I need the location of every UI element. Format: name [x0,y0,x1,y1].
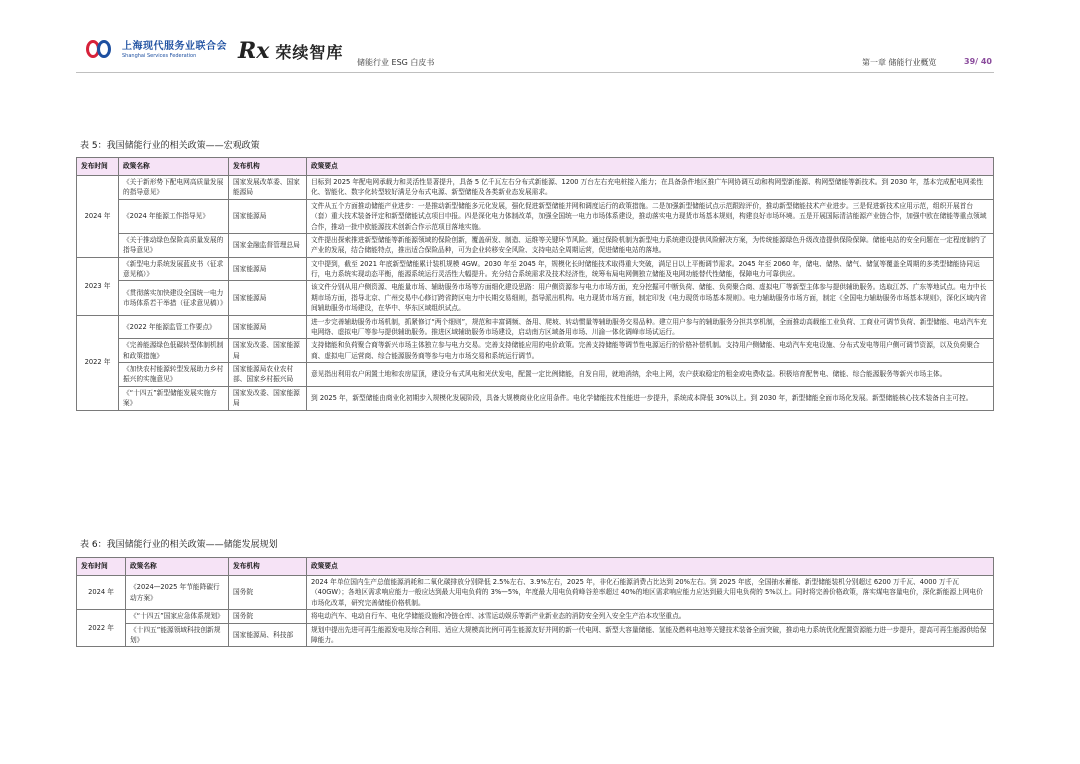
table-row [77,199,994,233]
issuer-cell: 国家发改委、国家能源局 [229,386,307,410]
policy-table-macro [76,157,994,411]
policy-name-cell: 《2022 年能源监管工作要点》 [119,315,229,339]
table-header-row [77,158,994,176]
policy-name-cell: 《完善能源绿色低碳转型体制机制和政策措施》 [119,339,229,363]
policy-name-cell: 《贯彻落实加快建设全国统一电力市场体系若干举措（征求意见稿）》 [119,281,229,315]
issuer-cell: 国务院 [229,610,307,623]
column-header-date: 发布时间 [77,558,126,576]
policy-name-cell: 《关于推动绿色保险高质量发展的指导意见》 [119,233,229,257]
rx-mark-icon: Rx [238,38,270,64]
issuer-cell: 国家能源局 [229,199,307,233]
table-row [77,315,994,339]
column-header-date: 发布时间 [77,158,119,176]
policy-points-cell: 到 2025 年，新型储能由商业化初期步入规模化发展阶段，具备大规模商业化应用条件。电化学储能技术性能进一步提升，系统成本降低 30%以上。到 2030 年，新型储能全面市场化发展。新型储能核心技术装备自主可控。 [307,386,994,410]
policy-name-cell: 《关于新形势下配电网高质量发展的指导意见》 [119,176,229,200]
rongxu-logo [238,38,343,64]
issuer-cell: 国家能源局、科技部 [229,623,307,647]
policy-points-cell: 规划中提出先进可再生能源发电及综合利用、适应大规模高比例可再生能源友好并网的新一代电网、新型大容量储能、氢能及燃料电池等关键技术装备全面突破，推动电力系统优化配置资源能力进一步提升，提高可再生能源供给保障能力。 [307,623,994,647]
ssf-logo-name: 上海现代服务业联合会 [122,40,227,52]
page-header [0,0,1080,80]
header-divider [76,72,994,73]
table-row [77,386,994,410]
column-header-points: 政策要点 [307,558,994,576]
year-cell: 2022 年 [77,610,126,647]
issuer-cell: 国家发改委、国家能源局 [229,339,307,363]
policy-points-cell: 进一步完善辅助服务市场机制，抓紧修订“两个细则”，规范和丰富调频、备用、爬坡、转动惯量等辅助服务交易品种。建立用户参与的辅助服务分担共享机制，全面推动高载能工业负荷、工商业可调节负荷、新型储能、电动汽车充电网络、虚拟电厂等参与提供辅助服务。推进区域辅助服务市场建设，启动南方区域备用市场、川渝一体化调峰市场试运行。 [307,315,994,339]
table-row [77,233,994,257]
policy-table-plan [76,557,994,647]
issuer-cell: 国家能源局 [229,257,307,281]
table-row [77,363,994,387]
table-row [77,576,994,610]
issuer-cell: 国家发展改革委、国家能源局 [229,176,307,200]
policy-name-cell: 《“十四五”新型储能发展实施方案》 [119,386,229,410]
document-title: 储能行业 ESG 白皮书 [357,58,435,67]
year-cell: 2022 年 [77,315,119,410]
policy-name-cell: 《“十四五”国家应急体系规划》 [126,610,229,623]
issuer-cell: 国家能源局农业农村部、国家乡村振兴局 [229,363,307,387]
page-number: 39/ 40 [964,57,992,66]
year-cell: 2024 年 [77,176,119,258]
issuer-cell: 国家金融监督管理总局 [229,233,307,257]
policy-name-cell: 《新型电力系统发展蓝皮书（征求意见稿）》 [119,257,229,281]
policy-points-cell: 将电动汽车、电动自行车、电化学储能设施和冷链仓库、冰雪运动娱乐等新产业新业态的消防安全列入安全生产治本攻坚重点。 [307,610,994,623]
policy-name-cell: 《十四五”能源领域科技创新规划》 [126,623,229,647]
issuer-cell: 国家能源局 [229,315,307,339]
column-header-points: 政策要点 [307,158,994,176]
year-cell: 2023 年 [77,257,119,315]
chapter-title: 第一章 储能行业概览 [862,58,937,67]
policy-name-cell: 《2024—2025 年节能降碳行动方案》 [126,576,229,610]
table-row [77,257,994,281]
ssf-logo [86,38,227,62]
table-row [77,281,994,315]
table-row [77,623,994,647]
policy-points-cell: 支持储能和负荷聚合商等新兴市场主体独立参与电力交易。完善支持储能应用的电价政策。完善支持储能等调节性电源运行的价格补偿机制。支持用户侧储能、电动汽车充电设施、分布式发电等用户侧可调节资源，以及负荷聚合商、虚拟电厂运营商、综合能源服务商等参与电力市场交易和系统运行调节。 [307,339,994,363]
year-cell: 2024 年 [77,576,126,610]
table-6-caption: 表 6：我国储能行业的相关政策——储能发展规划 [80,540,278,550]
policy-points-cell: 2024 年单位国内生产总值能源消耗和二氧化碳排放分别降低 2.5%左右、3.9%左右，2025 年，非化石能源消费占比达到 20%左右。到 2025 年底，全国抽水蓄能、新型储能装机分别超过 6200 万千瓦、4000 万千瓦（40GW）；各地区需求响应能力一般应达到最大用电负荷的 3%—5%，年度最大用电负荷峰谷差率超过 40%的地区需求响应能力应达到最大用电负荷的 5%以上。同时将完善价格政策，落实煤电容量电价，深化新能源上网电价市场化改革，研究完善储能价格机制。 [307,576,994,610]
policy-points-cell: 意见指出利用农户闲置土地和农房屋顶，建设分布式风电和光伏发电，配置一定比例储能，自发自用，就地消纳，余电上网，农户获取稳定的租金或电费收益。积极培育配售电、储能、综合能源服务等新兴市场主体。 [307,363,994,387]
column-header-issuer: 发布机构 [229,558,307,576]
issuer-cell: 国务院 [229,576,307,610]
column-header-issuer: 发布机构 [229,158,307,176]
policy-points-cell: 文件提出探索推进新型储能等新能源领域的保险创新，覆盖研发、制造、运维等关键环节风险。通过保险机制为新型电力系统建设提供风险解决方案，为传统能源绿色升级改造提供保险保障。储能电站的安全问题在一定程度制约了产业的发展，结合储能特点，推出适合保险品种，可为企业转移安全风险、支持电站全周期运营，促进储能电站的落地。 [307,233,994,257]
policy-points-cell: 文件从五个方面推动储能产业进步：一是推动新型储能多元化发展，强化促进新型储能并网和调度运行的政策措施。二是加强新型储能试点示范跟踪评价，推动新型储能技术产业进步。三是促进新技术应用示范，组织开展首台（套）重大技术装备评定和新型储能试点项目申报。四是深化电力体制改革，加强全国统一电力市场体系建设，推动落实电力现货市场基本规则，构建良好市场环境。五是开展国际清洁能源产业链合作，加强中欧在储能等重点领域合作，推动一批中欧能源技术创新合作示范项目落地实施。 [307,199,994,233]
rongxu-logo-name: 荣续智库 [275,42,344,62]
policy-name-cell: 《加快农村能源转型发展助力乡村振兴的实施意见》 [119,363,229,387]
column-header-policy: 政策名称 [119,158,229,176]
table-header-row [77,558,994,576]
table-row [77,339,994,363]
policy-points-cell: 文中提到，截至 2021 年底新型储能累计装机规模 4GW。2030 年至 2045 年，规模化长时储能技术取得重大突破，满足日以上平衡调节需求。2045 年至 2060 年，储电、储热、储气、储氢等覆盖全周期的多类型储能协同运行，电力系统实现动态平衡，能源系统运行灵活性大幅提升。充分结合系统需求及技术经济性，统筹布局电网侧独立储能及电网功能替代性储能，保障电力可靠供应。 [307,257,994,281]
policy-points-cell: 该文件分别从用户侧资源、电能量市场、辅助服务市场等方面细化建设思路：用户侧资源参与电力市场方面，充分挖掘可中断负荷、储能、负荷聚合商、虚拟电厂等新型主体参与提供辅助服务。选取江苏、广东等地试点。电力中长期市场方面，指导北京、广州交易中心修订跨省跨区电力中长期交易细则，指导派出机构。电力现货市场方面，制定印发《电力现货市场基本规则》。电力辅助服务市场方面，制定《全国电力辅助服务市场基本规则》，深化区域内省间辅助服务市场建设，在华中、华东区域组织试点。 [307,281,994,315]
ssf-logo-icon [86,38,116,62]
policy-points-cell: 目标到 2025 年配电网承载力和灵活性显著提升，具备 5 亿千瓦左右分布式新能源、1200 万台左右充电桩接入能力；在具备条件地区推广车网协调互动和构网型新能源、构网型储能等新技术。到 2030 年，基本完成配电网柔性化、智能化、数字化转型较好满足分布式电源、新型储能及各类新业态发展需求。 [307,176,994,200]
ssf-logo-english: Shanghai Services Federation [122,52,197,59]
table-row [77,610,994,623]
table-row [77,176,994,200]
policy-name-cell: 《2024 年能源工作指导见》 [119,199,229,233]
issuer-cell: 国家能源局 [229,281,307,315]
table-5-caption: 表 5：我国储能行业的相关政策——宏观政策 [80,141,260,151]
column-header-policy: 政策名称 [126,558,229,576]
